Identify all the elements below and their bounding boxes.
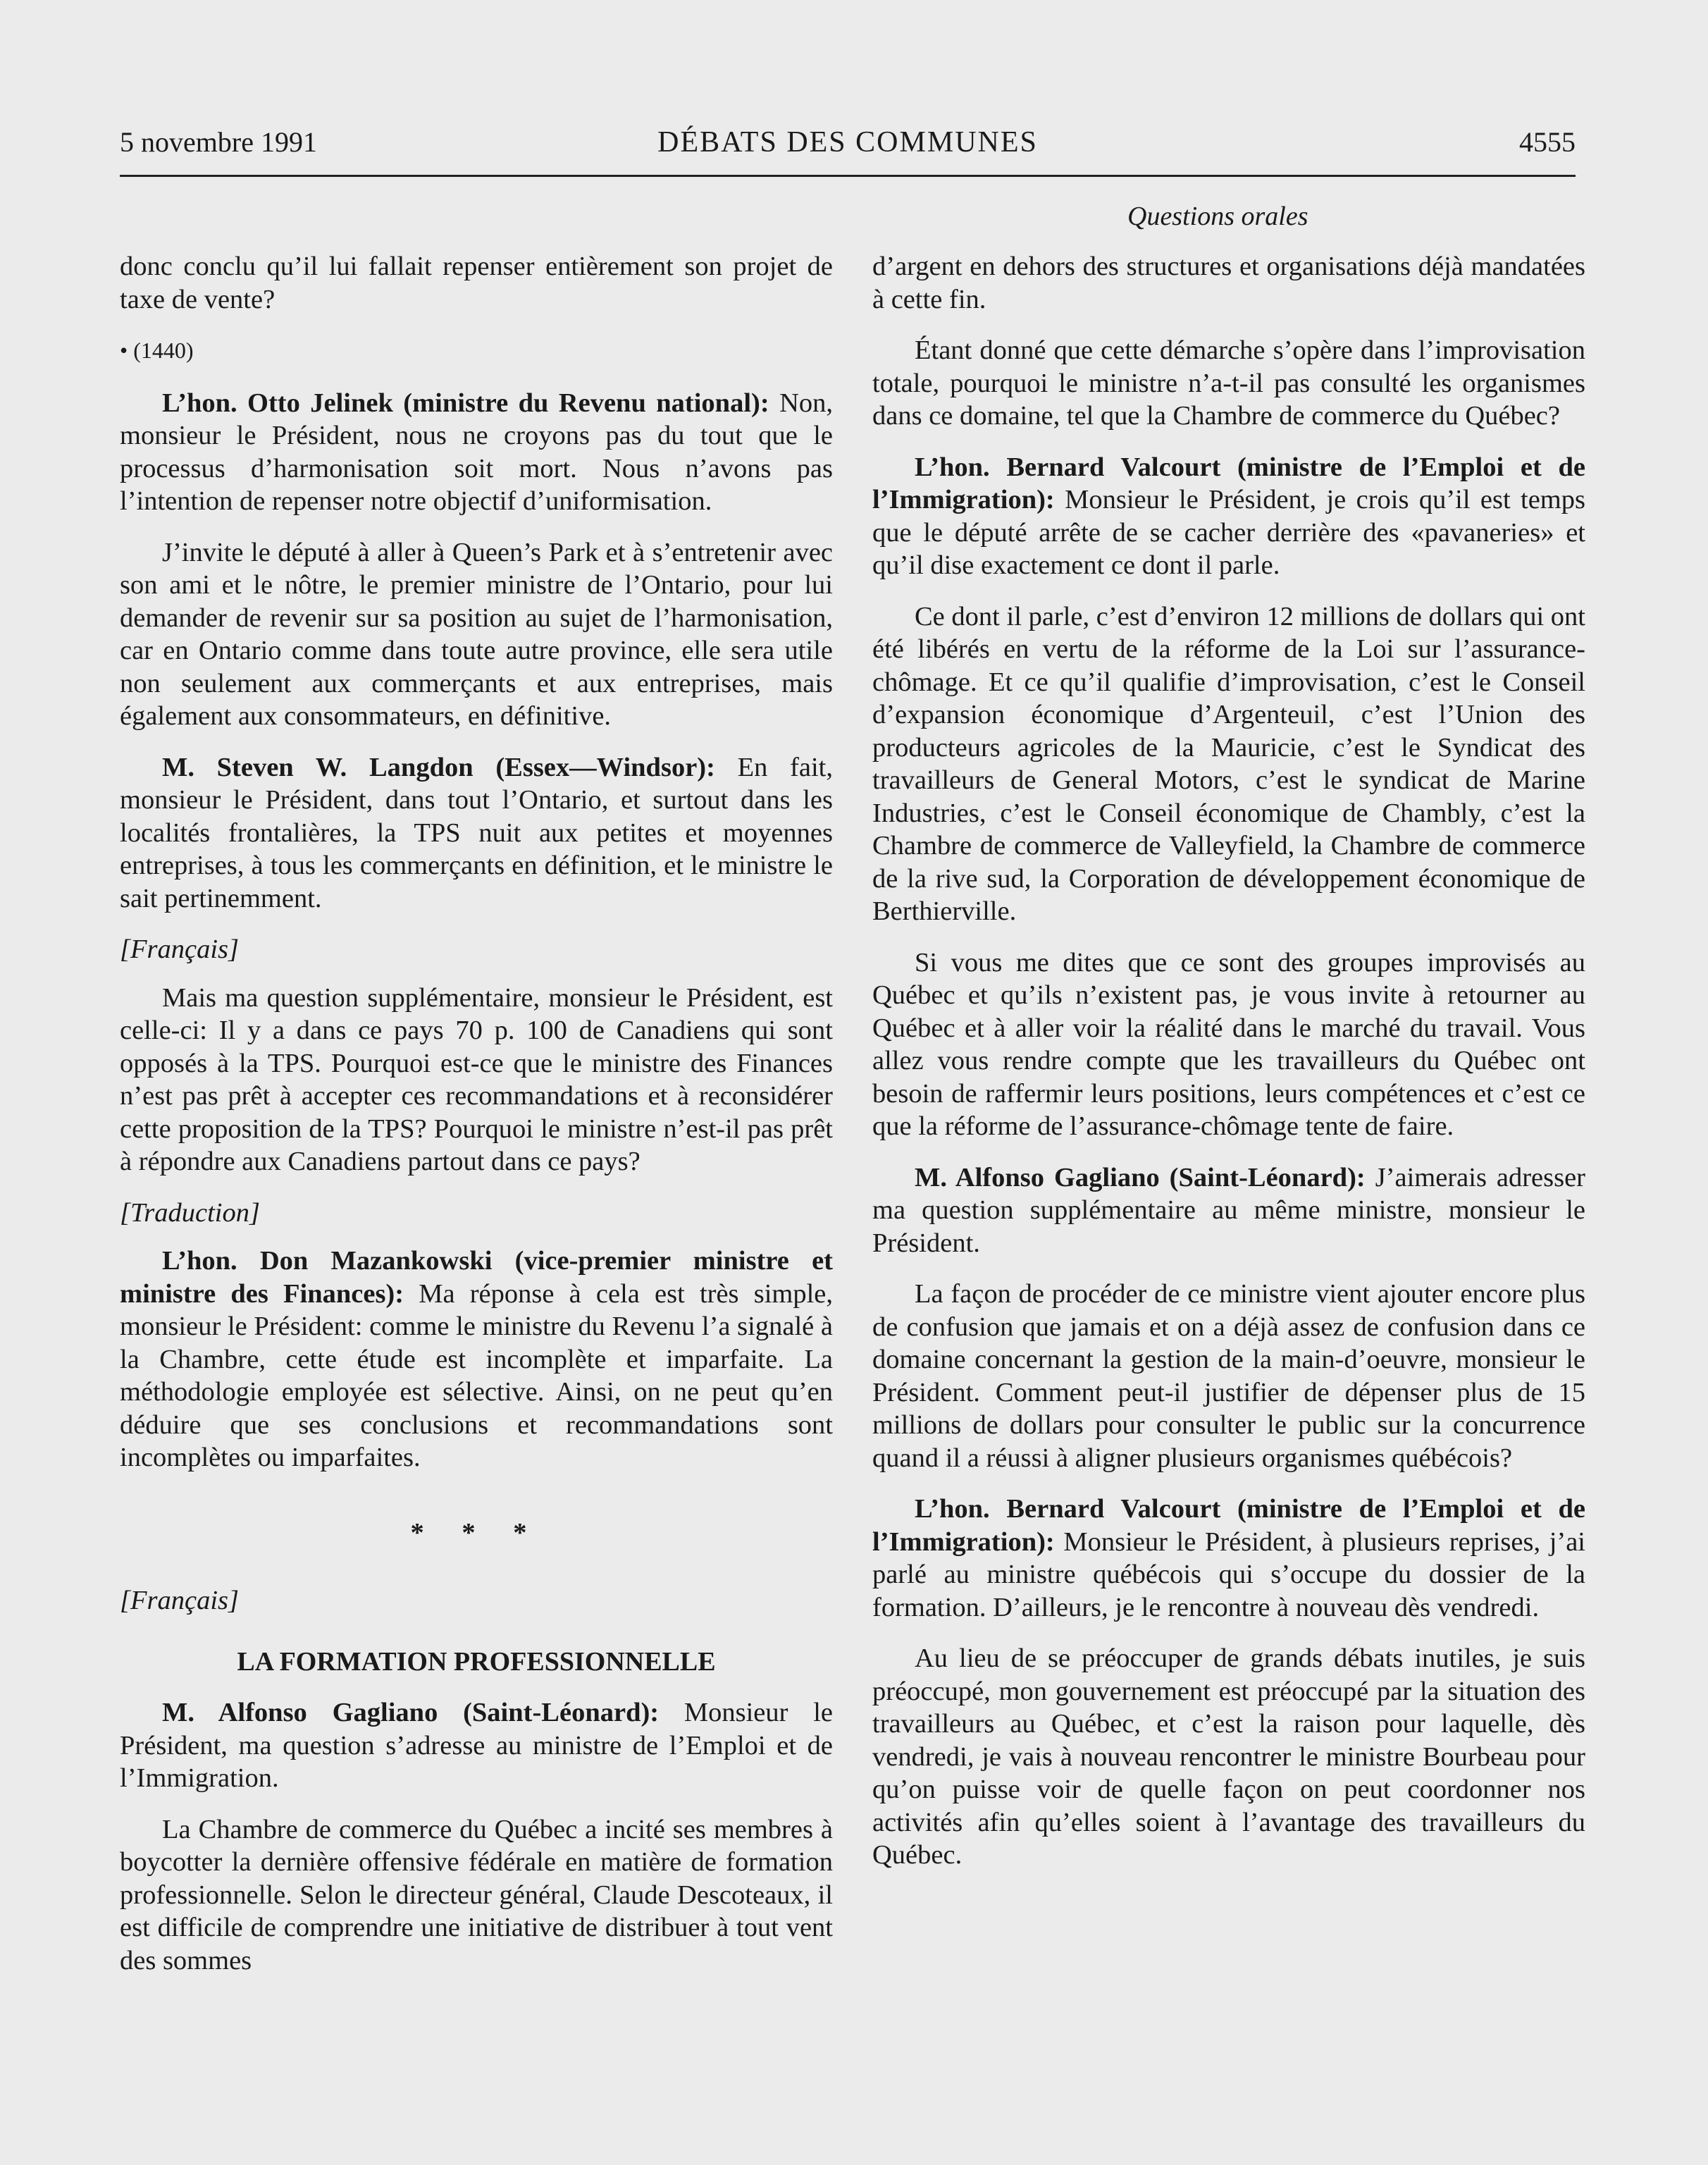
speech-text: Ma réponse à cela est très simple, monsieur le Président: comme le ministre du Revenu l’a signalé à la Chambre, cette étude est incomplète et imparfaite. La méthodologie employée est sélective. Ainsi, on ne peut qu’en déduire que ses conclusions et recommandations sont incomplètes ou imparfaites. xyxy=(120,1278,833,1472)
speech-text: Monsieur le Président, ma question s’adresse au ministre de l’Emploi et de l’Immigration. xyxy=(120,1698,834,1793)
section-divider: * * * xyxy=(410,1517,543,1548)
speech-text: Non, monsieur le Président, nous ne croyons pas du tout que le processus d’harmonisation soit mort. Nous n’avons pas l’intention de repenser notre objectif d’uniformisation. xyxy=(120,388,833,516)
header-title: DÉBATS DES COMMUNES xyxy=(657,126,1038,159)
speech xyxy=(872,451,1585,582)
left-column xyxy=(120,250,833,1995)
paragraph: Au lieu de se préoccuper de grands débats inutiles, je suis préoccupé, mon gouvernement est préoccupé par la situation des travailleurs au Québec, et c’est la raison pour laquelle, dès vendredi, je vais à nouveau rencontrer le ministre Bourbeau pour qu’on puisse voir de quelle façon on peut coordonner nos activités afin qu’elles soient à l’avantage des travailleurs du Québec. xyxy=(872,1643,1585,1870)
speech xyxy=(120,1245,833,1474)
paragraph: La Chambre de commerce du Québec a incité ses membres à boycotter la dernière offensive fédérale en matière de formation professionnelle. Selon le directeur général, Claude Descoteaux, il est difficile de comprendre une initiative de distribuer à tout vent des sommes xyxy=(120,1814,833,1975)
page-header xyxy=(120,125,1576,177)
speaker-name: M. Alfonso Gagliano (Saint-Léonard): xyxy=(162,1698,660,1727)
section-heading: LA FORMATION PROFESSIONNELLE xyxy=(237,1646,716,1677)
section-label: Questions orales xyxy=(1127,202,1308,231)
speech xyxy=(872,1493,1585,1624)
language-tag: [Français] xyxy=(120,935,239,964)
speech-text: En fait, monsieur le Président, dans tout l’Ontario, et surtout dans les localités frontalières, la TPS nuit aux petites et moyennes entreprises, à tous les commerçants en définition, et le ministre le sait pertinemment. xyxy=(120,752,834,913)
speaker-name: L’hon. Otto Jelinek (ministre du Revenu national): xyxy=(162,388,769,418)
speech xyxy=(120,1696,833,1795)
speaker-name: M. Alfonso Gagliano (Saint-Léonard): xyxy=(915,1162,1366,1192)
paragraph: Ce dont il parle, c’est d’environ 12 millions de dollars qui ont été libérés en vertu de la réforme de la Loi sur l’assurance-chômage. Et ce qu’il qualifie d’improvisation, c’est le Conseil d’expansion économique d’Argenteuil, c’est l’Union des producteurs agricoles de la Mauricie, c’est le Syndicat des travailleurs de General Motors, c’est le syndicat de Marine Industries, c’est le Conseil économique de Chambly, c’est la Chambre de commerce de Valleyfield, la Chambre de commerce de la rive sud, la Corporation de développement économique de Berthierville. xyxy=(872,601,1585,926)
paragraph: Étant donné que cette démarche s’opère dans l’improvisation totale, pourquoi le ministre n’a-t-il pas consulté les organismes dans ce domaine, tel que la Chambre de commerce du Québec? xyxy=(872,335,1585,431)
speech xyxy=(120,751,833,915)
paragraph: Si vous me dites que ce sont des groupes improvisés au Québec et qu’ils n’existent pas, je vous invite à retourner au Québec et à aller voir la réalité dans le marché du travail. Vous allez vous rendre compte que les travailleurs du Québec ont besoin de raffermir leurs positions, leurs compétences et c’est ce que la réforme de l’assurance-chômage tente de faire. xyxy=(872,947,1585,1141)
header-date: 5 novembre 1991 xyxy=(120,126,317,158)
page-number: 4555 xyxy=(1519,126,1576,158)
right-column xyxy=(872,250,1585,1890)
paragraph: Mais ma question supplémentaire, monsieur le Président, est celle-ci: Il y a dans ce pays 70 p. 100 de Canadiens qui sont opposés à la TPS. Pourquoi est-ce que le ministre des Finances n’est pas prêt à accepter ces recommandations et à reconsidérer cette proposition de la TPS? Pourquoi le ministre n’est-il pas prêt à répondre aux Canadiens partout dans ce pays? xyxy=(120,982,833,1176)
language-tag: [Français] xyxy=(120,1586,239,1615)
language-tag: [Traduction] xyxy=(120,1197,260,1228)
speech-text: Monsieur le Président, je crois qu’il est temps que le député arrête de se cacher derrière des «pavaneries» et qu’il dise exactement ce dont il parle. xyxy=(872,485,1585,580)
speaker-name: L’hon. Don Mazankowski (vice-premier ministre et ministre des Finances): xyxy=(120,1246,833,1309)
paragraph: J’invite le député à aller à Queen’s Park et à s’entretenir avec son ami et le nôtre, le premier ministre de l’Ontario, pour lui demander de revenir sur sa position au sujet de l’harmonisation, car en Ontario comme dans toute autre province, elle sera utile non seulement aux commerçants et aux entreprises, mais également aux consommateurs, en définitive. xyxy=(120,537,833,731)
speech-text: J’aimerais adresser ma question supplémentaire au même ministre, monsieur le Président. xyxy=(872,1162,1586,1258)
time-marker: • (1440) xyxy=(120,338,194,363)
speaker-name: L’hon. Bernard Valcourt (ministre de l’Emploi et de l’Immigration): xyxy=(872,1494,1585,1557)
speaker-name: L’hon. Bernard Valcourt (ministre de l’Emploi et de l’Immigration): xyxy=(872,452,1585,514)
speech-text: Monsieur le Président, à plusieurs reprises, j’ai parlé au ministre québécois qui s’occupe du dossier de la formation. D’ailleurs, je le rencontre à nouveau dès vendredi. xyxy=(872,1526,1585,1622)
paragraph: La façon de procéder de ce ministre vient ajouter encore plus de confusion que jamais et on a déjà assez de confusion dans ce domaine concernant la gestion de la main-d’oeuvre, monsieur le Président. Comment peut-il justifier de dépenser plus de 15 millions de dollars pour consulter le public sur la concurrence quand il a réussi à aligner plusieurs organismes québécois? xyxy=(872,1279,1585,1473)
speaker-name: M. Steven W. Langdon (Essex—Windsor): xyxy=(162,752,715,782)
speech xyxy=(120,387,833,518)
paragraph: donc conclu qu’il lui fallait repenser entièrement son projet de taxe de vente? xyxy=(120,252,833,314)
speech xyxy=(872,1161,1585,1260)
paragraph: d’argent en dehors des structures et organisations déjà mandatées à cette fin. xyxy=(872,252,1585,314)
